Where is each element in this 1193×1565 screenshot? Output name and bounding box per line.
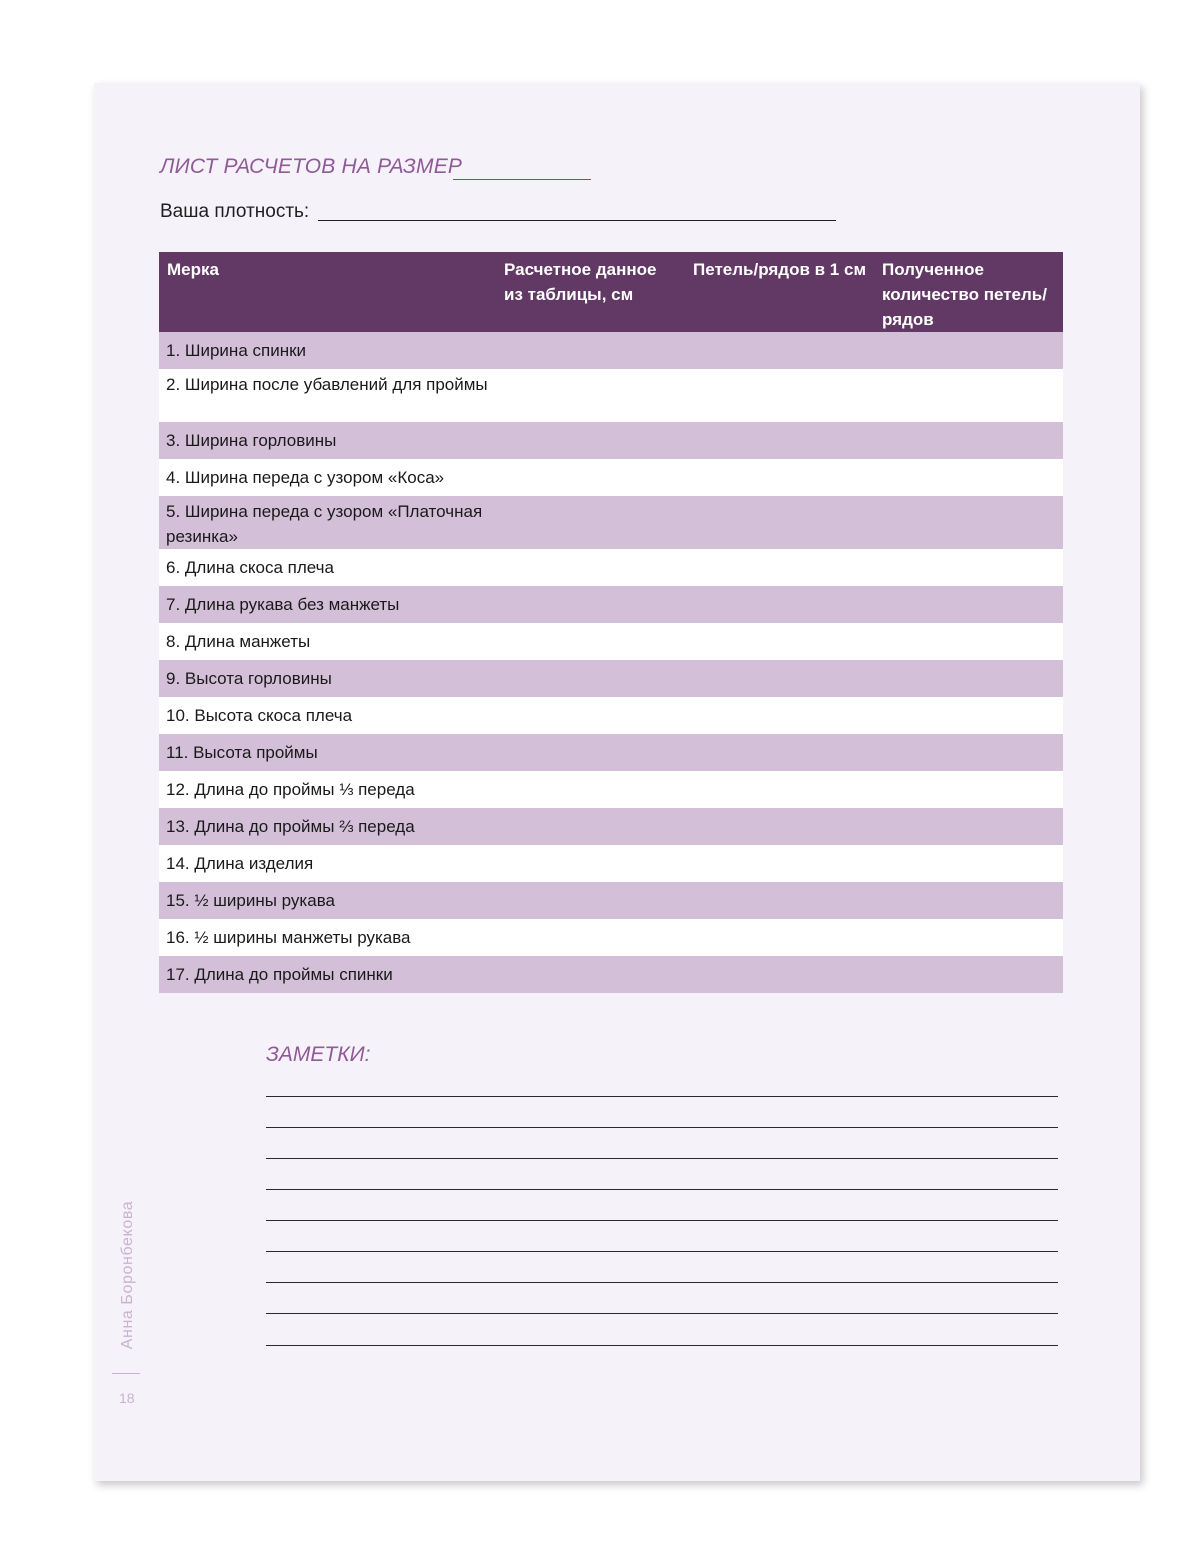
value-cell [496, 369, 685, 422]
density-fill-line [318, 220, 836, 221]
calculation-table [159, 252, 1063, 993]
value-cell [685, 332, 874, 369]
measure-cell: 15. ½ ширины рукава [159, 882, 496, 919]
note-line [266, 1189, 1058, 1190]
page-number: 18 [119, 1390, 135, 1406]
value-cell [874, 459, 1063, 496]
density-label: Ваша плотность: [160, 201, 310, 222]
value-cell [685, 623, 874, 660]
value-cell [874, 734, 1063, 771]
value-cell [496, 771, 685, 808]
table-row [159, 586, 1063, 623]
table-row [159, 919, 1063, 956]
table-row [159, 882, 1063, 919]
measure-cell: 9. Высота горловины [159, 660, 496, 697]
value-cell [874, 771, 1063, 808]
value-cell [496, 586, 685, 623]
note-line [266, 1158, 1058, 1159]
value-cell [874, 332, 1063, 369]
note-line [266, 1127, 1058, 1128]
value-cell [685, 734, 874, 771]
value-cell [874, 919, 1063, 956]
measure-cell: 4. Ширина переда с узором «Коса» [159, 459, 496, 496]
size-fill-line [453, 179, 591, 180]
side-rule [112, 1373, 140, 1374]
value-cell [874, 882, 1063, 919]
table-row [159, 549, 1063, 586]
measure-cell: 14. Длина изделия [159, 845, 496, 882]
value-cell [685, 882, 874, 919]
header-measure: Мерка [159, 252, 496, 332]
value-cell [874, 697, 1063, 734]
value-cell [685, 956, 874, 993]
value-cell [874, 623, 1063, 660]
value-cell [496, 808, 685, 845]
measure-cell: 17. Длина до проймы спинки [159, 956, 496, 993]
value-cell [685, 808, 874, 845]
value-cell [496, 496, 685, 549]
measure-cell: 16. ½ ширины манжеты рукава [159, 919, 496, 956]
value-cell [496, 623, 685, 660]
value-cell [685, 919, 874, 956]
table-row [159, 734, 1063, 771]
table-row [159, 845, 1063, 882]
value-cell [496, 459, 685, 496]
value-cell [874, 586, 1063, 623]
value-cell [496, 845, 685, 882]
value-cell [685, 697, 874, 734]
value-cell [874, 422, 1063, 459]
value-cell [874, 660, 1063, 697]
value-cell [685, 369, 874, 422]
measure-cell: 8. Длина манжеты [159, 623, 496, 660]
note-line [266, 1313, 1058, 1314]
measure-cell: 12. Длина до проймы ⅓ переда [159, 771, 496, 808]
table-row [159, 459, 1063, 496]
sheet-title: ЛИСТ РАСЧЕТОВ НА РАЗМЕР [160, 155, 463, 178]
header-result-count: Полученное количество петель/рядов [874, 252, 1063, 332]
value-cell [874, 549, 1063, 586]
table-row [159, 808, 1063, 845]
table-row [159, 332, 1063, 369]
table-row [159, 660, 1063, 697]
value-cell [685, 586, 874, 623]
value-cell [685, 660, 874, 697]
note-line [266, 1282, 1058, 1283]
note-line [266, 1096, 1058, 1097]
value-cell [874, 956, 1063, 993]
header-per-cm: Петель/рядов в 1 см [685, 252, 874, 332]
value-cell [874, 845, 1063, 882]
value-cell [496, 549, 685, 586]
table-header-row [159, 252, 1063, 332]
table-row [159, 496, 1063, 549]
note-line [266, 1220, 1058, 1221]
value-cell [496, 956, 685, 993]
value-cell [496, 734, 685, 771]
measure-cell: 3. Ширина горловины [159, 422, 496, 459]
measure-cell: 5. Ширина переда с узором «Платочная резинка» [159, 496, 496, 549]
value-cell [496, 332, 685, 369]
table-row [159, 956, 1063, 993]
author-name: Анна Боронбекова [119, 1200, 136, 1350]
measure-cell: 11. Высота проймы [159, 734, 496, 771]
table-row [159, 369, 1063, 422]
value-cell [496, 882, 685, 919]
value-cell [874, 496, 1063, 549]
note-line [266, 1251, 1058, 1252]
value-cell [685, 459, 874, 496]
measure-cell: 13. Длина до проймы ⅔ переда [159, 808, 496, 845]
header-table-value: Расчетное данное из таблицы, см [496, 252, 685, 332]
value-cell [685, 549, 874, 586]
value-cell [685, 496, 874, 549]
table-row [159, 771, 1063, 808]
value-cell [685, 422, 874, 459]
measure-cell: 6. Длина скоса плеча [159, 549, 496, 586]
notes-title: ЗАМЕТКИ: [266, 1043, 371, 1066]
value-cell [685, 771, 874, 808]
value-cell [496, 919, 685, 956]
value-cell [874, 808, 1063, 845]
table-row [159, 422, 1063, 459]
value-cell [874, 369, 1063, 422]
note-line [266, 1345, 1058, 1346]
value-cell [496, 697, 685, 734]
measure-cell: 2. Ширина после убавлений для проймы [159, 369, 496, 422]
measure-cell: 7. Длина рукава без манжеты [159, 586, 496, 623]
measure-cell: 1. Ширина спинки [159, 332, 496, 369]
table-row [159, 623, 1063, 660]
value-cell [496, 660, 685, 697]
table-row [159, 697, 1063, 734]
value-cell [685, 845, 874, 882]
value-cell [496, 422, 685, 459]
measure-cell: 10. Высота скоса плеча [159, 697, 496, 734]
